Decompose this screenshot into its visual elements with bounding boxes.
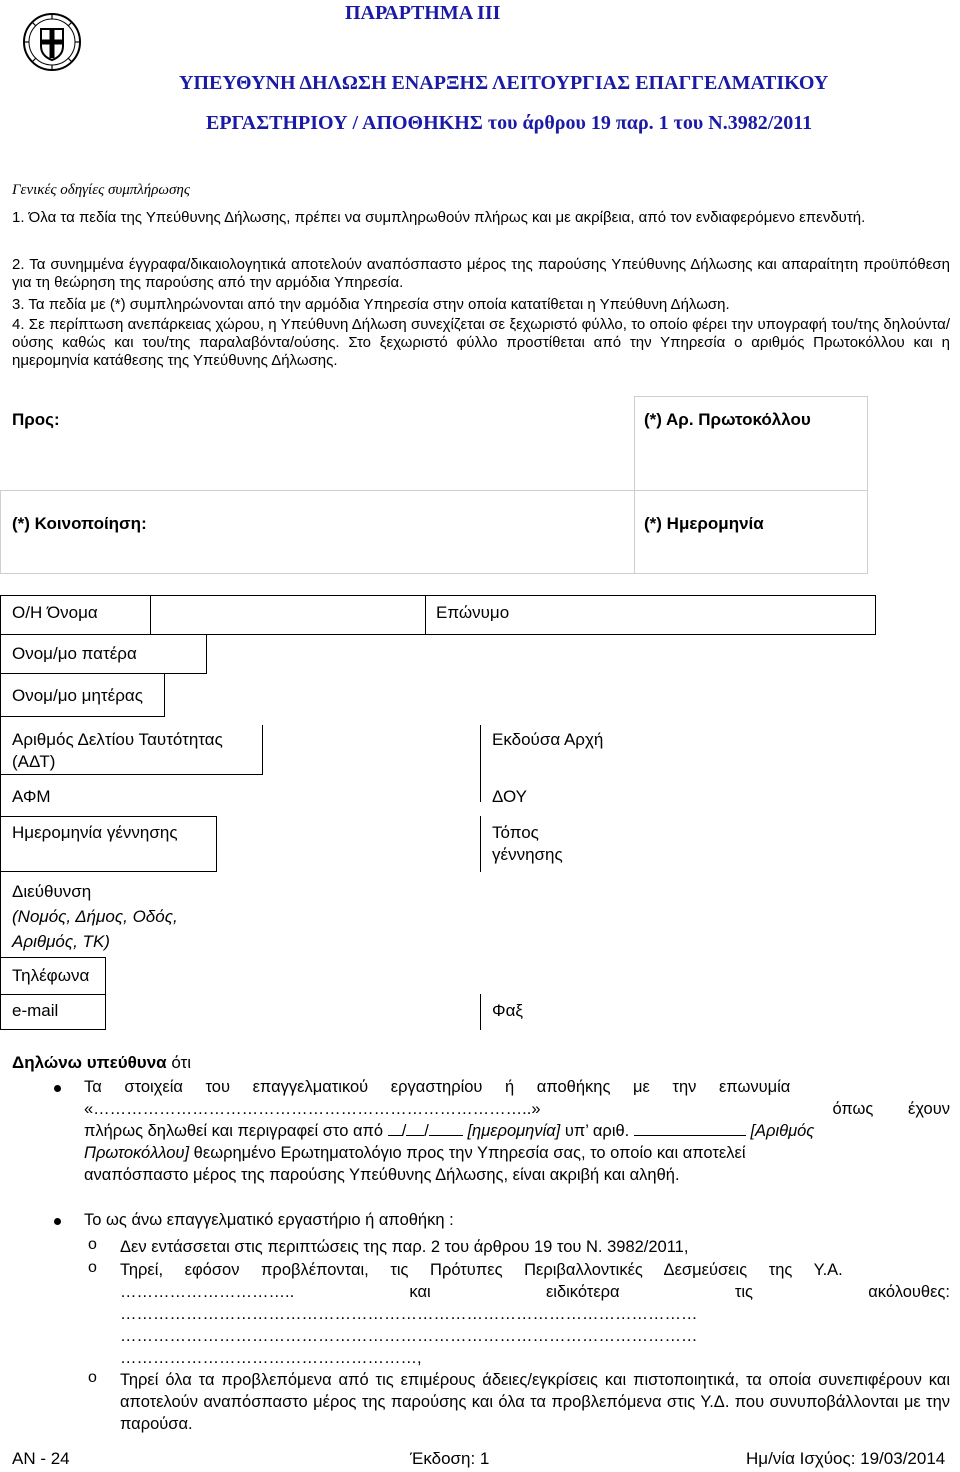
issuing-authority-field-label: Εκδούσα Αρχή [492,730,604,749]
bullet1-line1-text: Τα στοιχεία του επαγγελματικού εργαστηρίου ή αποθήκης με την επωνυμία [84,1078,791,1096]
document-code: ΑΝ - 24 [12,1449,70,1468]
fax-field-label: Φαξ [492,1001,524,1020]
first-name-field-label: Ο/Η Όνομα [12,603,98,622]
emblem-icon [22,12,82,72]
sub2-specifically: ειδικότερα [545,1283,620,1301]
declaration-lead-rest: ότι [166,1053,192,1072]
company-name-placeholder: «……………………………………………………………………..» [84,1100,541,1118]
bullet1-line2 [84,1098,950,1120]
bullet1-line3-a: πλήρως δηλωθεί και περιγραφεί στο από [84,1122,384,1140]
declaration-lead-bold: Δηλώνω υπεύθυνα [12,1053,167,1072]
instruction-item-4: 4. Σε περίπτωση ανεπάρκειας χώρου, η Υπεύθυνη Δήλωση συνεχίζεται σε ξεχωριστό φύλλο, το οποίο φέρει την υπογραφή του/της δηλούντα/ούσης καθώς και του/της παραλαβόντα/ούσης. Στο ξεχωριστό φύλλο προστίθεται από την Υπηρεσία ο αριθμός Πρωτοκόλλου και η ημερομηνία κατάθεσης της Υπεύθυνης Δήλωσης. [12,316,950,369]
birth-place-field-label [492,822,563,866]
address-label: Διεύθυνση [12,882,92,901]
address-field-label [12,879,178,954]
father-name-field-label: Ονομ/μο πατέρα [12,644,137,663]
protocol-number-label: (*) Αρ. Πρωτοκόλλου [644,410,811,429]
document-title-line2: ΕΡΓΑΣΤΗΡΙΟΥ / ΑΠΟΘΗΚΗΣ του άρθρου 19 παρ. 1 του Ν.3982/2011 [206,112,813,134]
date-month-blank[interactable] [406,1135,424,1136]
protocol-number-blank[interactable] [634,1135,746,1136]
mother-name-field-label: Ονομ/μο μητέρας [12,686,143,705]
date-hint: [ημερομηνία] [467,1122,561,1140]
sub2-dots-line1: …………………………………………………………………………………………… [120,1305,698,1323]
notification-label: (*) Κοινοποίηση: [12,514,147,533]
annex-title: ΠΑΡΑΡΤΗΜΑ III [345,2,501,24]
bullet-marker [54,1218,61,1225]
sub-item-2 [120,1259,950,1369]
sub2-line1 [120,1259,950,1281]
date-slash-1: / [401,1122,407,1140]
sub-item-1: Δεν εντάσσεται στις περιπτώσεις της παρ. 2 του άρθρου 19 του Ν. 3982/2011, [120,1238,689,1256]
date-label: (*) Ημερομηνία [644,514,764,533]
email-field-label: e-mail [12,1001,59,1020]
afm-field-label: ΑΦΜ [12,787,51,806]
bullet1-line5: αναπόσπαστο μέρος της παρούσης Υπεύθυνης Δήλωσης, είναι ακριβή και αληθή. [84,1166,680,1184]
date-year-blank[interactable] [429,1135,463,1136]
sub2-following: ακόλουθες: [868,1283,950,1301]
instruction-item-1: 1. Όλα τα πεδία της Υπεύθυνης Δήλωσης, πρέπει να συμπληρωθούν πλήρως και με ακρίβεια, από τον ενδιαφερόμενο επενδυτή. [12,209,866,226]
valid-from-date: Ημ/νία Ισχύος: 19/03/2014 [746,1449,946,1468]
sub2-ya-dots: ………………………….. [120,1283,295,1301]
sub2-line2 [120,1281,950,1303]
sub-marker: o [88,1259,97,1276]
bullet1-line1 [84,1076,950,1098]
sub2-the: τις [734,1283,753,1301]
surname-field-label: Επώνυμο [436,603,510,622]
doy-field-label: ΔΟΥ [492,787,528,806]
id-card-label-line1: Αριθμός Δελτίου Ταυτότητας [12,730,223,749]
declaration-bullet-2: Το ως άνω επαγγελματικό εργαστήριο ή αποθήκη : [84,1211,454,1229]
bullet1-line3-b: υπ’ αριθ. [564,1122,630,1140]
instructions-heading: Γενικές οδηγίες συμπλήρωσης [12,182,190,198]
bullet1-line3 [84,1120,950,1142]
sub2-dots-line3: ………………………………………………, [120,1349,422,1367]
id-card-label-line2: (ΑΔΤ) [12,752,56,771]
date-day-blank[interactable] [388,1135,402,1136]
sub2-dots-line2: …………………………………………………………………………………………… [120,1327,698,1345]
edition: Έκδοση: 1 [410,1449,490,1468]
address-hint-line1: (Νομός, Δήμος, Οδός, [12,907,178,926]
bullet1-line4-rest: θεωρημένο Ερωτηματολόγιο προς την Υπηρεσία σας, το οποίο και αποτελεί [189,1144,746,1162]
declaration-lead [12,1053,191,1073]
sub-marker: o [88,1236,97,1253]
instruction-item-3: 3. Τα πεδία με (*) συμπληρώνονται από την αρμόδια Υπηρεσία στην οποία κατατίθεται η Υπεύθυνη Δήλωση. [12,296,730,313]
birth-place-label-line1: Τόπος [492,823,539,842]
sub2-and: και [409,1283,431,1301]
document-title-line1: ΥΠΕΥΘΥΝΗ ΔΗΛΩΣΗ ΕΝΑΡΞΗΣ ΛΕΙΤΟΥΡΓΙΑΣ ΕΠΑΓΓΕΛΜΑΤΙΚΟΥ [179,72,829,94]
bullet1-line2-rest: όπως έχουν [832,1100,950,1118]
date-slash-2: / [424,1122,429,1140]
instruction-item-2: 2. Τα συνημμένα έγγραφα/δικαιολογητικά αποτελούν αναπόσπαστο μέρος της παρούσης Υπεύθυνης Δήλωσης και απαραίτητη προϋπόθεση για τη θεώρηση της παρούσης από την αρμόδια Υπηρεσία. [12,256,950,291]
bullet1-line4-italic: Πρωτοκόλλου] [84,1144,190,1162]
sub-item-3: Τηρεί όλα τα προβλεπόμενα από τις επιμέρους άδειες/εγκρίσεις και πιστοποιητικά, τα οποία συνεπιφέρουν και αποτελούν αναπόσπαστο μέρος της παρούσης και όλα τα προβλεπόμενα στις Υ.Δ. που συνυποβάλλονται με την παρούσα. [120,1371,950,1433]
to-label: Προς: [12,410,60,429]
address-hint-line2: Αριθμός, ΤΚ) [12,932,110,951]
birth-date-field-label: Ημερομηνία γέννησης [12,823,178,842]
phones-field-label: Τηλέφωνα [12,966,90,985]
bullet1-line4 [84,1142,950,1164]
declaration-bullet-1 [84,1076,950,1186]
sub-marker: o [88,1369,97,1386]
sub2-line1-text: Τηρεί, εφόσον προβλέπονται, τις Πρότυπες Περιβαλλοντικές Δεσμεύσεις της Υ.Α. [120,1261,843,1279]
id-card-field-label [12,729,223,773]
birth-place-label-line2: γέννησης [492,845,563,864]
protocol-hint: [Αριθμός [750,1122,815,1140]
bullet-marker [54,1085,61,1092]
